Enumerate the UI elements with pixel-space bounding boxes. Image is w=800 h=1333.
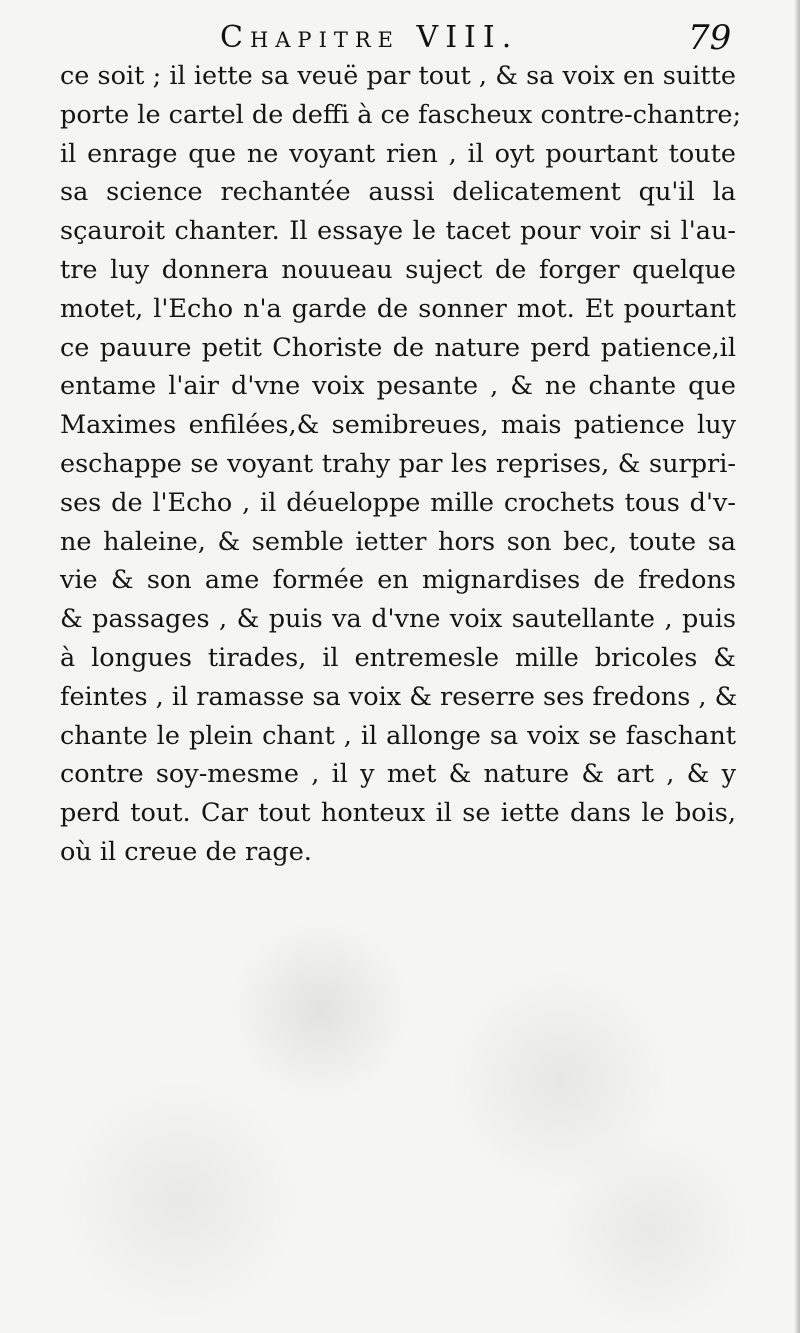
text-line: à longues tirades, il entremesle mille bricoles &: [60, 642, 736, 673]
text-line: il enrage que ne voyant rien , il oyt pourtant toute: [60, 138, 736, 169]
text-line: sa science rechantée aussi delicatement qu'il la: [60, 177, 736, 208]
text-line: tre luy donnera nouueau suject de forger quelque: [60, 254, 736, 285]
chapter-title: Chapitre VIII.: [220, 20, 519, 55]
text-line: ce pauure petit Choriste de nature perd patience,il: [60, 332, 736, 363]
text-line-last: où il creue de rage.: [60, 836, 312, 867]
text-line: perd tout. Car tout honteux il se iette dans le bois,: [60, 798, 736, 829]
page-edge-shadow: [794, 0, 800, 1333]
text-line: porte le cartel de deffi à ce fascheux contre-chantre;: [60, 99, 742, 130]
text-line: Maximes enfilées,& semibreues, mais patience luy: [60, 410, 736, 441]
text-line: & passages , & puis va d'vne voix sautellante , puis: [60, 604, 736, 635]
text-line: vie & son ame formée en mignardises de fredons: [60, 565, 736, 596]
text-line: ne haleine, & semble ietter hors son bec, toute sa: [60, 526, 736, 557]
text-line: eschappe se voyant trahy par les reprises, & surpri-: [60, 448, 736, 479]
text-line: feintes , il ramasse sa voix & reserre ses fredons , &: [60, 681, 738, 712]
text-line: ce soit ; il iette sa veuë par tout , & sa voix en suitte: [60, 61, 736, 91]
text-line: entame l'air d'vne voix pesante , & ne chante que: [60, 371, 736, 402]
body-text: [60, 57, 742, 872]
text-line: chante le plein chant , il allonge sa voix se faschant: [60, 720, 736, 751]
text-line: contre soy-mesme , il y met & nature & art , & y: [60, 759, 736, 790]
text-line: ses de l'Echo , il déueloppe mille crochets tous d'v-: [60, 487, 736, 518]
text-line: motet, l'Echo n'a garde de sonner mot. Et pourtant: [60, 293, 736, 324]
page-number: 79: [688, 18, 732, 58]
text-line: sçauroit chanter. Il essaye le tacet pour voir si l'au-: [60, 216, 736, 247]
